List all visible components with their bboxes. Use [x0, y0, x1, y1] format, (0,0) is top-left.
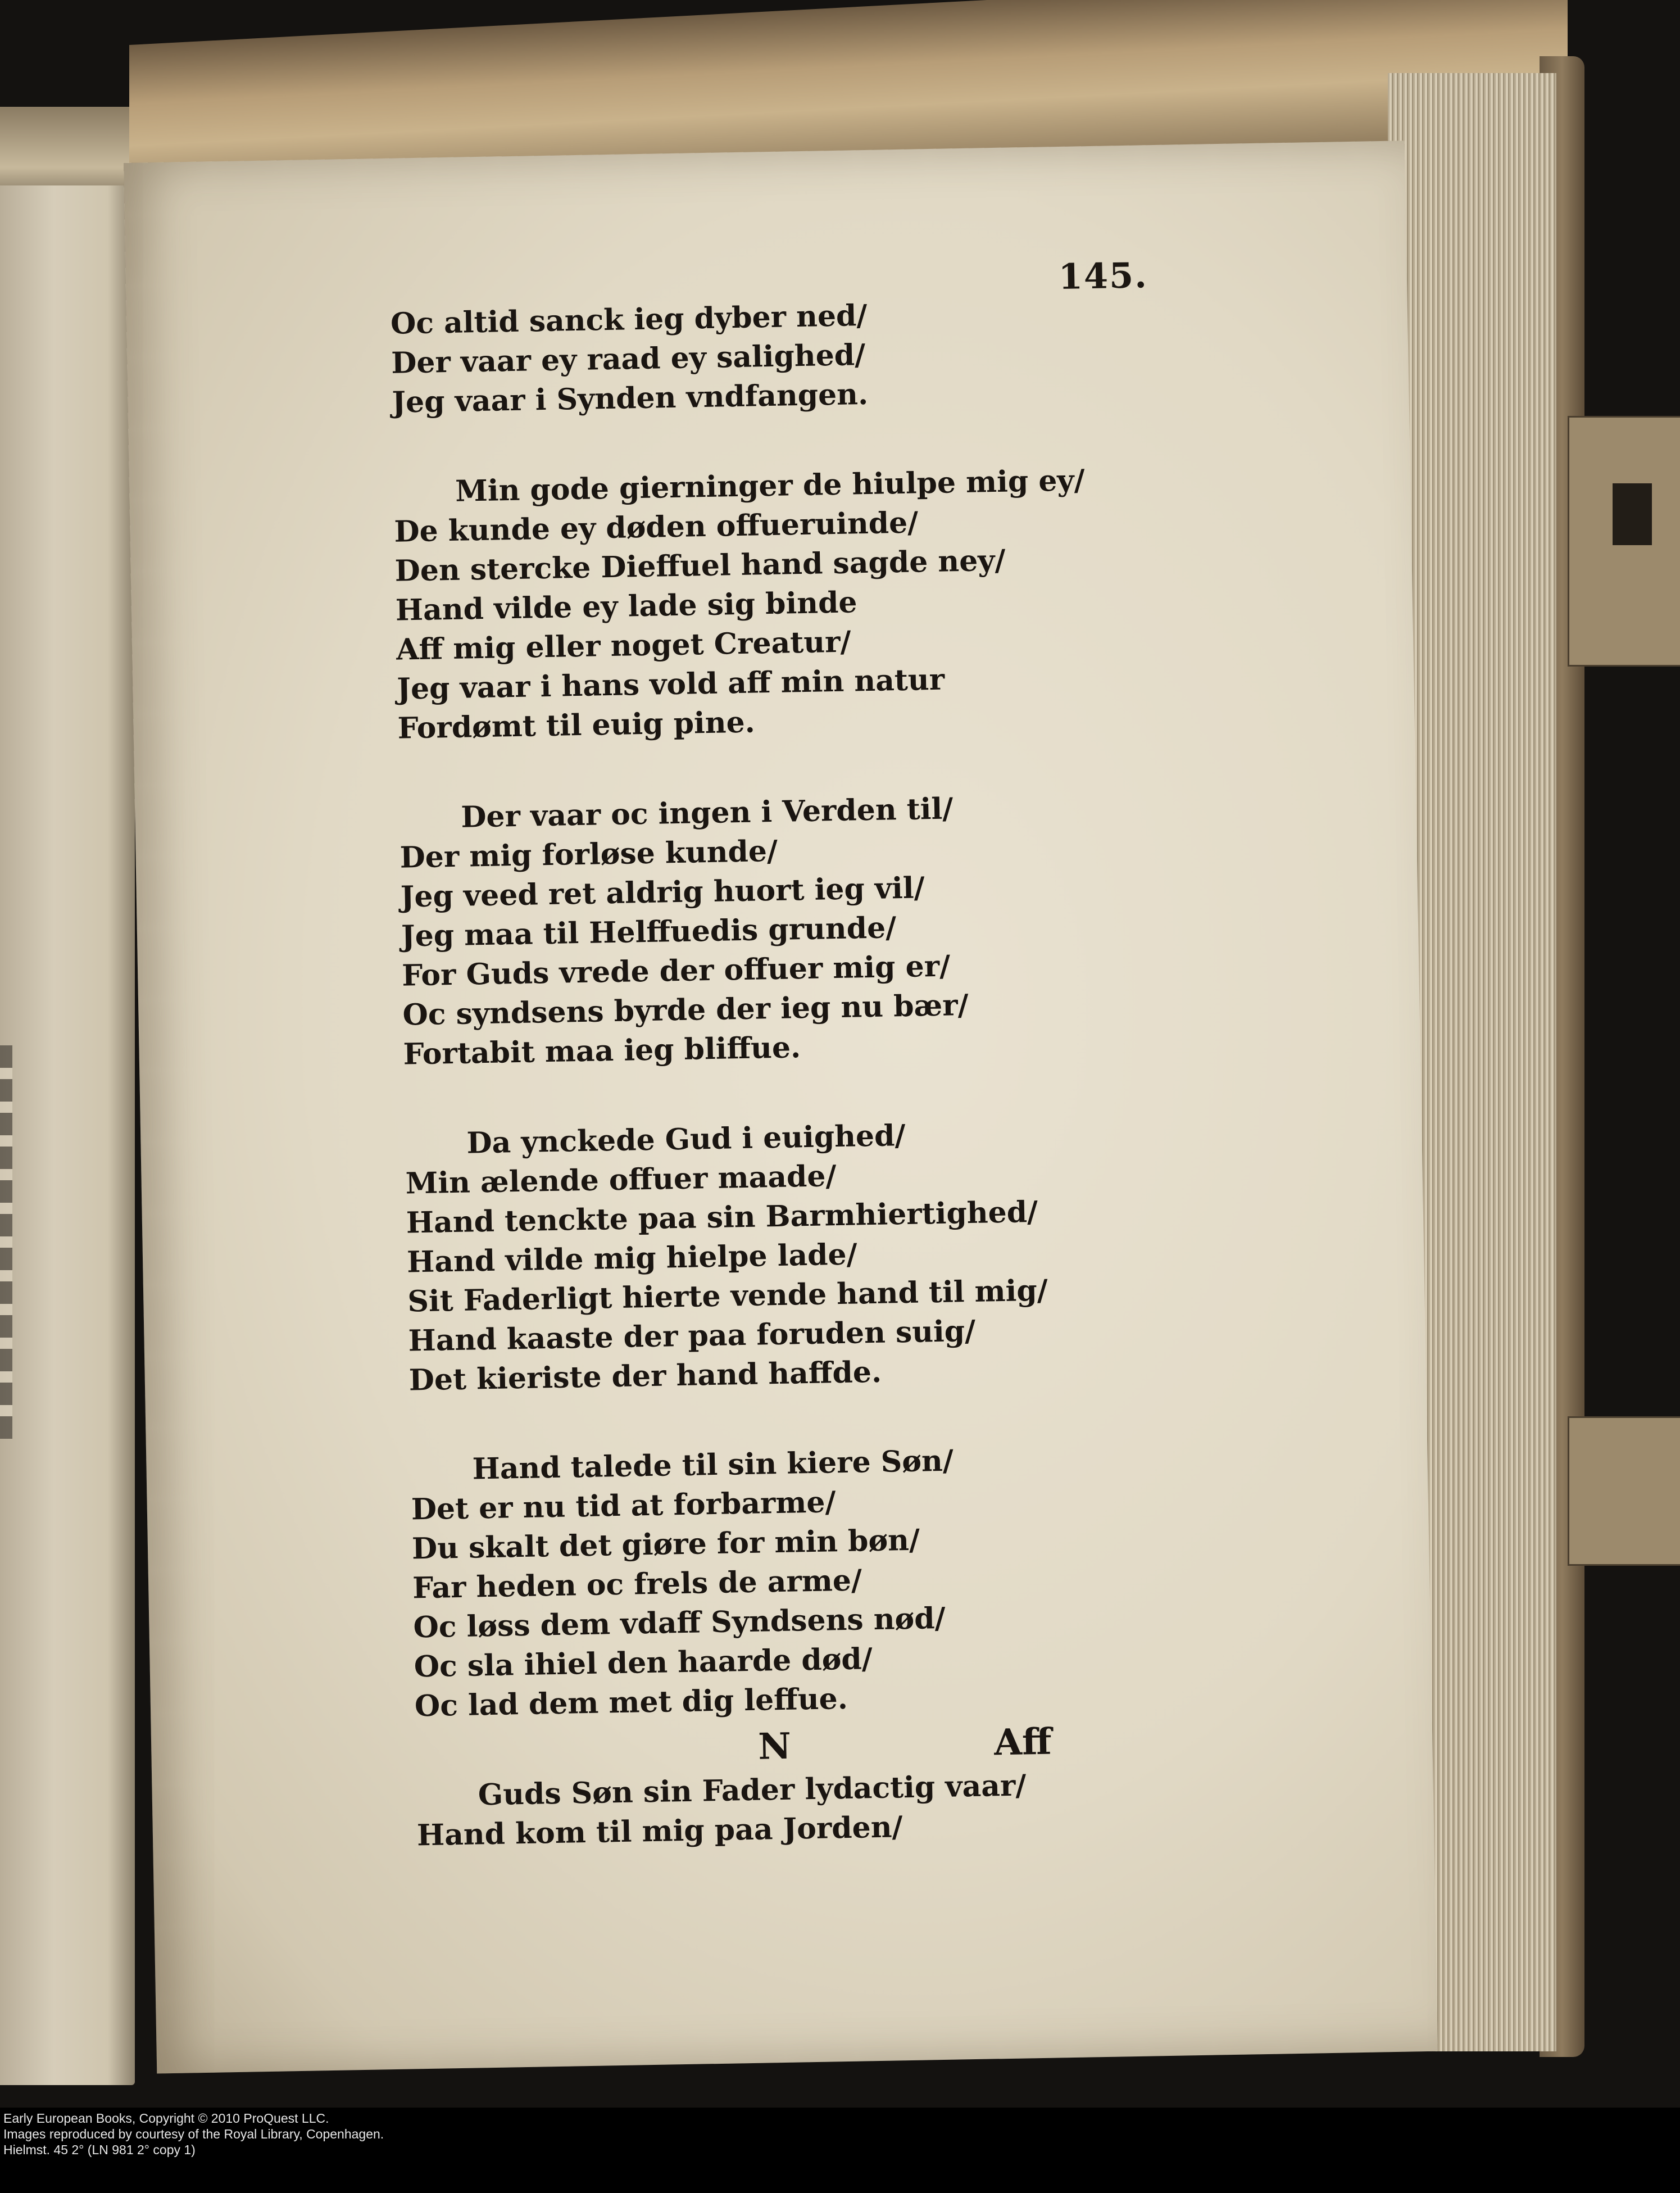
poem-line: For Guds vrede der offuer mig er/: [401, 949, 951, 993]
poem-line: Oc syndsens byrde der ieg nu bær/: [402, 987, 969, 1032]
shelfmark-line: Hielmst. 45 2° (LN 981 2° copy 1): [3, 2142, 196, 2157]
poem-line: Oc lad dem met dig leffue.: [414, 1681, 848, 1724]
stanza: [405, 1113, 1111, 1401]
poem-line: Hand kaaste der paa foruden suig/: [408, 1313, 976, 1358]
poem-line: Fortabit maa ieg bliffue.: [403, 1030, 801, 1072]
poem-line: Der vaar oc ingen i Verden til/: [460, 791, 953, 835]
poem-line: Oc løss dem vdaff Syndsens nød/: [413, 1601, 946, 1645]
poem-line: Hand talede til sin kiere Søn/: [472, 1443, 954, 1487]
poem-line: Hand kom til mig paa Jorden/: [416, 1810, 903, 1853]
copyright-line: Early European Books, Copyright © 2010 ProQuest LLC.: [3, 2111, 329, 2126]
signature-mark: N: [757, 1725, 792, 1768]
poem-line: Min gode gierninger de hiulpe mig ey/: [455, 463, 1086, 509]
poem-line: Aff mig eller noget Creatur/: [396, 624, 851, 667]
poem-line: Hand tenckte paa sin Barmhiertighed/: [406, 1194, 1038, 1240]
stanza: [410, 1439, 1117, 1727]
poem-line: Oc altid sanck ieg dyber ned/: [390, 298, 868, 341]
courtesy-line: Images reproduced by courtesy of the Royal Library, Copenhagen.: [3, 2127, 384, 2141]
poem-line: Der vaar ey raad ey salighed/: [391, 338, 866, 380]
stanza: [393, 461, 1100, 749]
poem-line: Hand vilde mig hielpe lade/: [406, 1237, 858, 1280]
poem-line: Det kieriste der hand haffde.: [408, 1354, 882, 1398]
poem-line: Jeg maa til Helffuedis grunde/: [401, 910, 897, 954]
catchword: Aff: [993, 1720, 1052, 1764]
poem-line: Der mig forløse kunde/: [399, 833, 778, 875]
page-number: 145.: [1058, 255, 1148, 297]
recto-page: [124, 141, 1438, 2073]
poem-line: De kunde ey døden offueruinde/: [393, 505, 919, 549]
credit-footer: [0, 2108, 1680, 2193]
poem-line: Den stercke Dieffuel hand sagde ney/: [394, 543, 1006, 588]
poem-line: Oc sla ihiel den haarde død/: [414, 1642, 873, 1684]
poem-line: Jeg vaar i Synden vndfangen.: [391, 377, 869, 420]
left-page-text-strip: [0, 1045, 12, 1439]
poem-line: Far heden oc frels de arme/: [412, 1563, 862, 1606]
poem-line: Fordømt til euig pine.: [397, 705, 756, 746]
poem-line: Sit Faderligt hierte vende hand til mig/: [407, 1273, 1048, 1319]
poem-line: Da ynckede Gud i euighed/: [466, 1118, 906, 1161]
clasp-hole: [1613, 483, 1652, 545]
stanza: [399, 787, 1106, 1075]
poem-line: Jeg vaar i hans vold aff min natur: [396, 662, 945, 706]
clasp-lower: [1568, 1416, 1680, 1566]
poem-line: Guds Søn sin Fader lydactig vaar/: [478, 1768, 1027, 1813]
left-page-edge: [0, 185, 135, 2085]
poem-line: Jeg veed ret aldrig huort ieg vil/: [400, 871, 925, 914]
poem-line: Min ælende offuer maade/: [405, 1159, 837, 1201]
stanza: [390, 292, 1094, 423]
poem-line: Hand vilde ey lade sig binde: [395, 585, 858, 628]
poem-line: Det er nu tid at forbarme/: [411, 1485, 836, 1527]
poem-line: Du skalt det giøre for min bøn/: [411, 1523, 920, 1566]
poem-text: [390, 292, 1120, 1906]
